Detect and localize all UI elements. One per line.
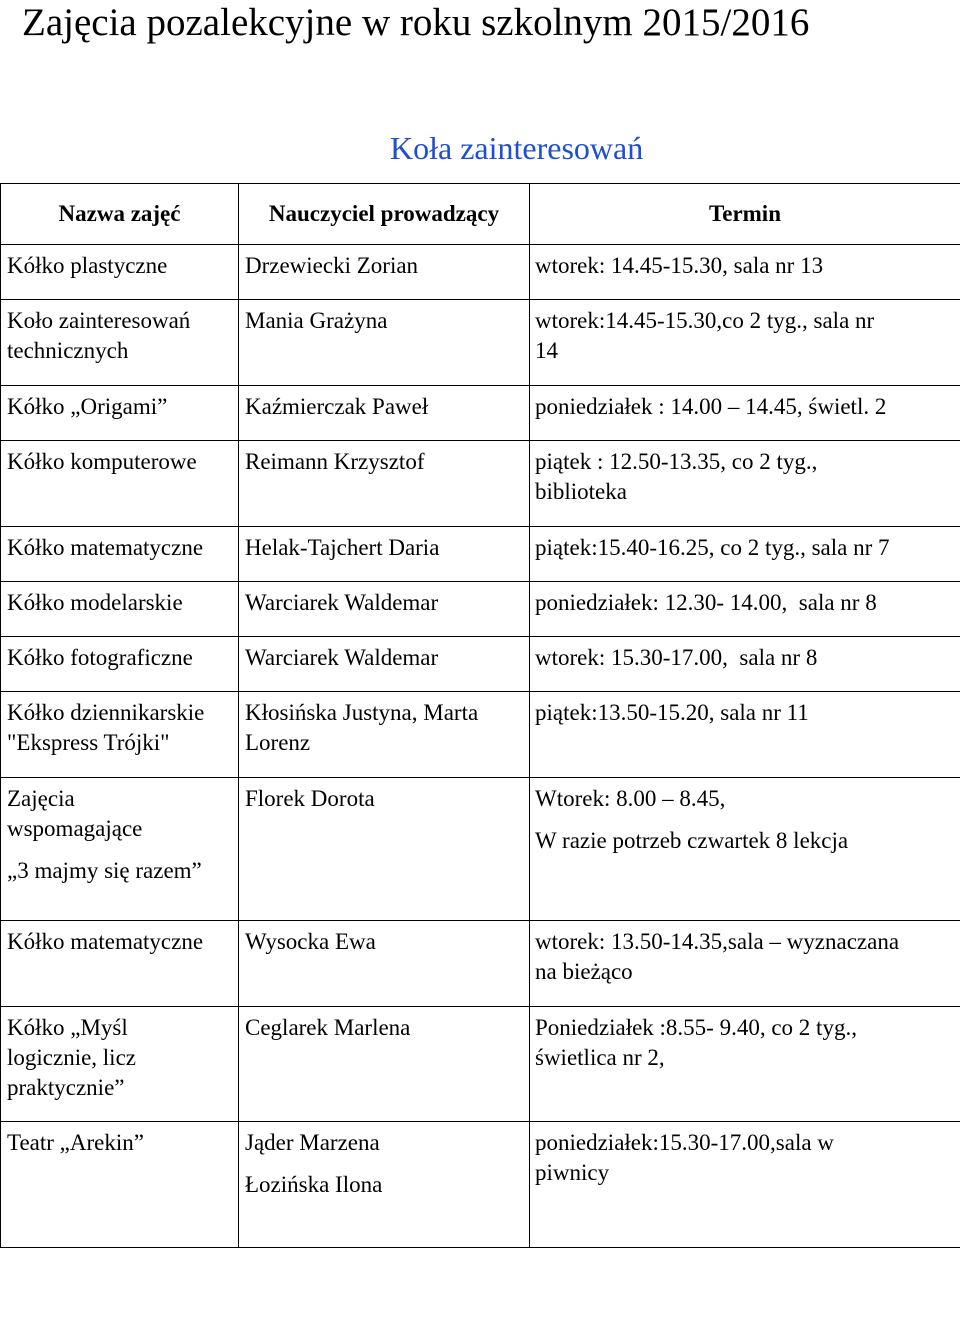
activity-name: Kółko matematyczne <box>1 921 239 1007</box>
table-row <box>1 637 960 692</box>
schedule: piątek:13.50-15.20, sala nr 11 <box>530 692 960 778</box>
activity-name: Kółko „Origami” <box>1 386 239 441</box>
table-row <box>1 245 960 300</box>
teacher-name: Jąder Marzena Łozińska Ilona <box>239 1122 530 1248</box>
table-row <box>1 1007 960 1122</box>
teacher-name: Warciarek Waldemar <box>239 637 530 692</box>
teacher-name: Mania Grażyna <box>239 300 530 386</box>
teacher-name: Drzewiecki Zorian <box>239 245 530 300</box>
page-title: Zajęcia pozalekcyjne w roku szkolnym 2015/2016 <box>22 1 810 44</box>
schedule: Wtorek: 8.00 – 8.45, W razie potrzeb czwartek 8 lekcja <box>530 778 960 921</box>
activity-name: Zajęcia wspomagające „3 majmy się razem” <box>1 778 239 921</box>
section-title: Koła zainteresowań <box>390 130 644 166</box>
teacher-name: Warciarek Waldemar <box>239 582 530 637</box>
header-teacher: Nauczyciel prowadzący <box>239 184 530 245</box>
activity-name: Kółko modelarskie <box>1 582 239 637</box>
table-row <box>1 692 960 778</box>
table-row <box>1 441 960 527</box>
activity-name: Kółko komputerowe <box>1 441 239 527</box>
teacher-name: Florek Dorota <box>239 778 530 921</box>
activity-name: Kółko plastyczne <box>1 245 239 300</box>
schedule: piątek:15.40-16.25, co 2 tyg., sala nr 7 <box>530 527 960 582</box>
activity-name: Koło zainteresowań technicznych <box>1 300 239 386</box>
activity-name: Teatr „Arekin” <box>1 1122 239 1248</box>
header-term: Termin <box>530 184 960 245</box>
teacher-name: Wysocka Ewa <box>239 921 530 1007</box>
teacher-name: Reimann Krzysztof <box>239 441 530 527</box>
activity-name: Kółko dziennikarskie "Ekspress Trójki" <box>1 692 239 778</box>
table-row <box>1 582 960 637</box>
table-row <box>1 300 960 386</box>
schedule: piątek : 12.50-13.35, co 2 tyg., biblioteka <box>530 441 960 527</box>
teacher-name: Kłosińska Justyna, Marta Lorenz <box>239 692 530 778</box>
table-row <box>1 778 960 921</box>
teacher-name: Helak-Tajchert Daria <box>239 527 530 582</box>
schedule: poniedziałek: 12.30- 14.00, sala nr 8 <box>530 582 960 637</box>
schedule: wtorek:14.45-15.30,co 2 tyg., sala nr 14 <box>530 300 960 386</box>
schedule: poniedziałek : 14.00 – 14.45, świetl. 2 <box>530 386 960 441</box>
schedule: poniedziałek:15.30-17.00,sala w piwnicy <box>530 1122 960 1248</box>
activity-name: Kółko „Myśl logicznie, licz praktycznie” <box>1 1007 239 1122</box>
table-row <box>1 386 960 441</box>
activity-name: Kółko fotograficzne <box>1 637 239 692</box>
table-row <box>1 1122 960 1248</box>
teacher-name: Ceglarek Marlena <box>239 1007 530 1122</box>
table-header-row <box>1 184 960 245</box>
schedule: wtorek: 13.50-14.35,sala – wyznaczana na bieżąco <box>530 921 960 1007</box>
schedule: wtorek: 14.45-15.30, sala nr 13 <box>530 245 960 300</box>
schedule: wtorek: 15.30-17.00, sala nr 8 <box>530 637 960 692</box>
activity-name: Kółko matematyczne <box>1 527 239 582</box>
table-row <box>1 527 960 582</box>
teacher-name: Kaźmierczak Paweł <box>239 386 530 441</box>
activities-table <box>0 183 960 1248</box>
header-name: Nazwa zajęć <box>1 184 239 245</box>
table-row <box>1 921 960 1007</box>
schedule: Poniedziałek :8.55- 9.40, co 2 tyg., świetlica nr 2, <box>530 1007 960 1122</box>
